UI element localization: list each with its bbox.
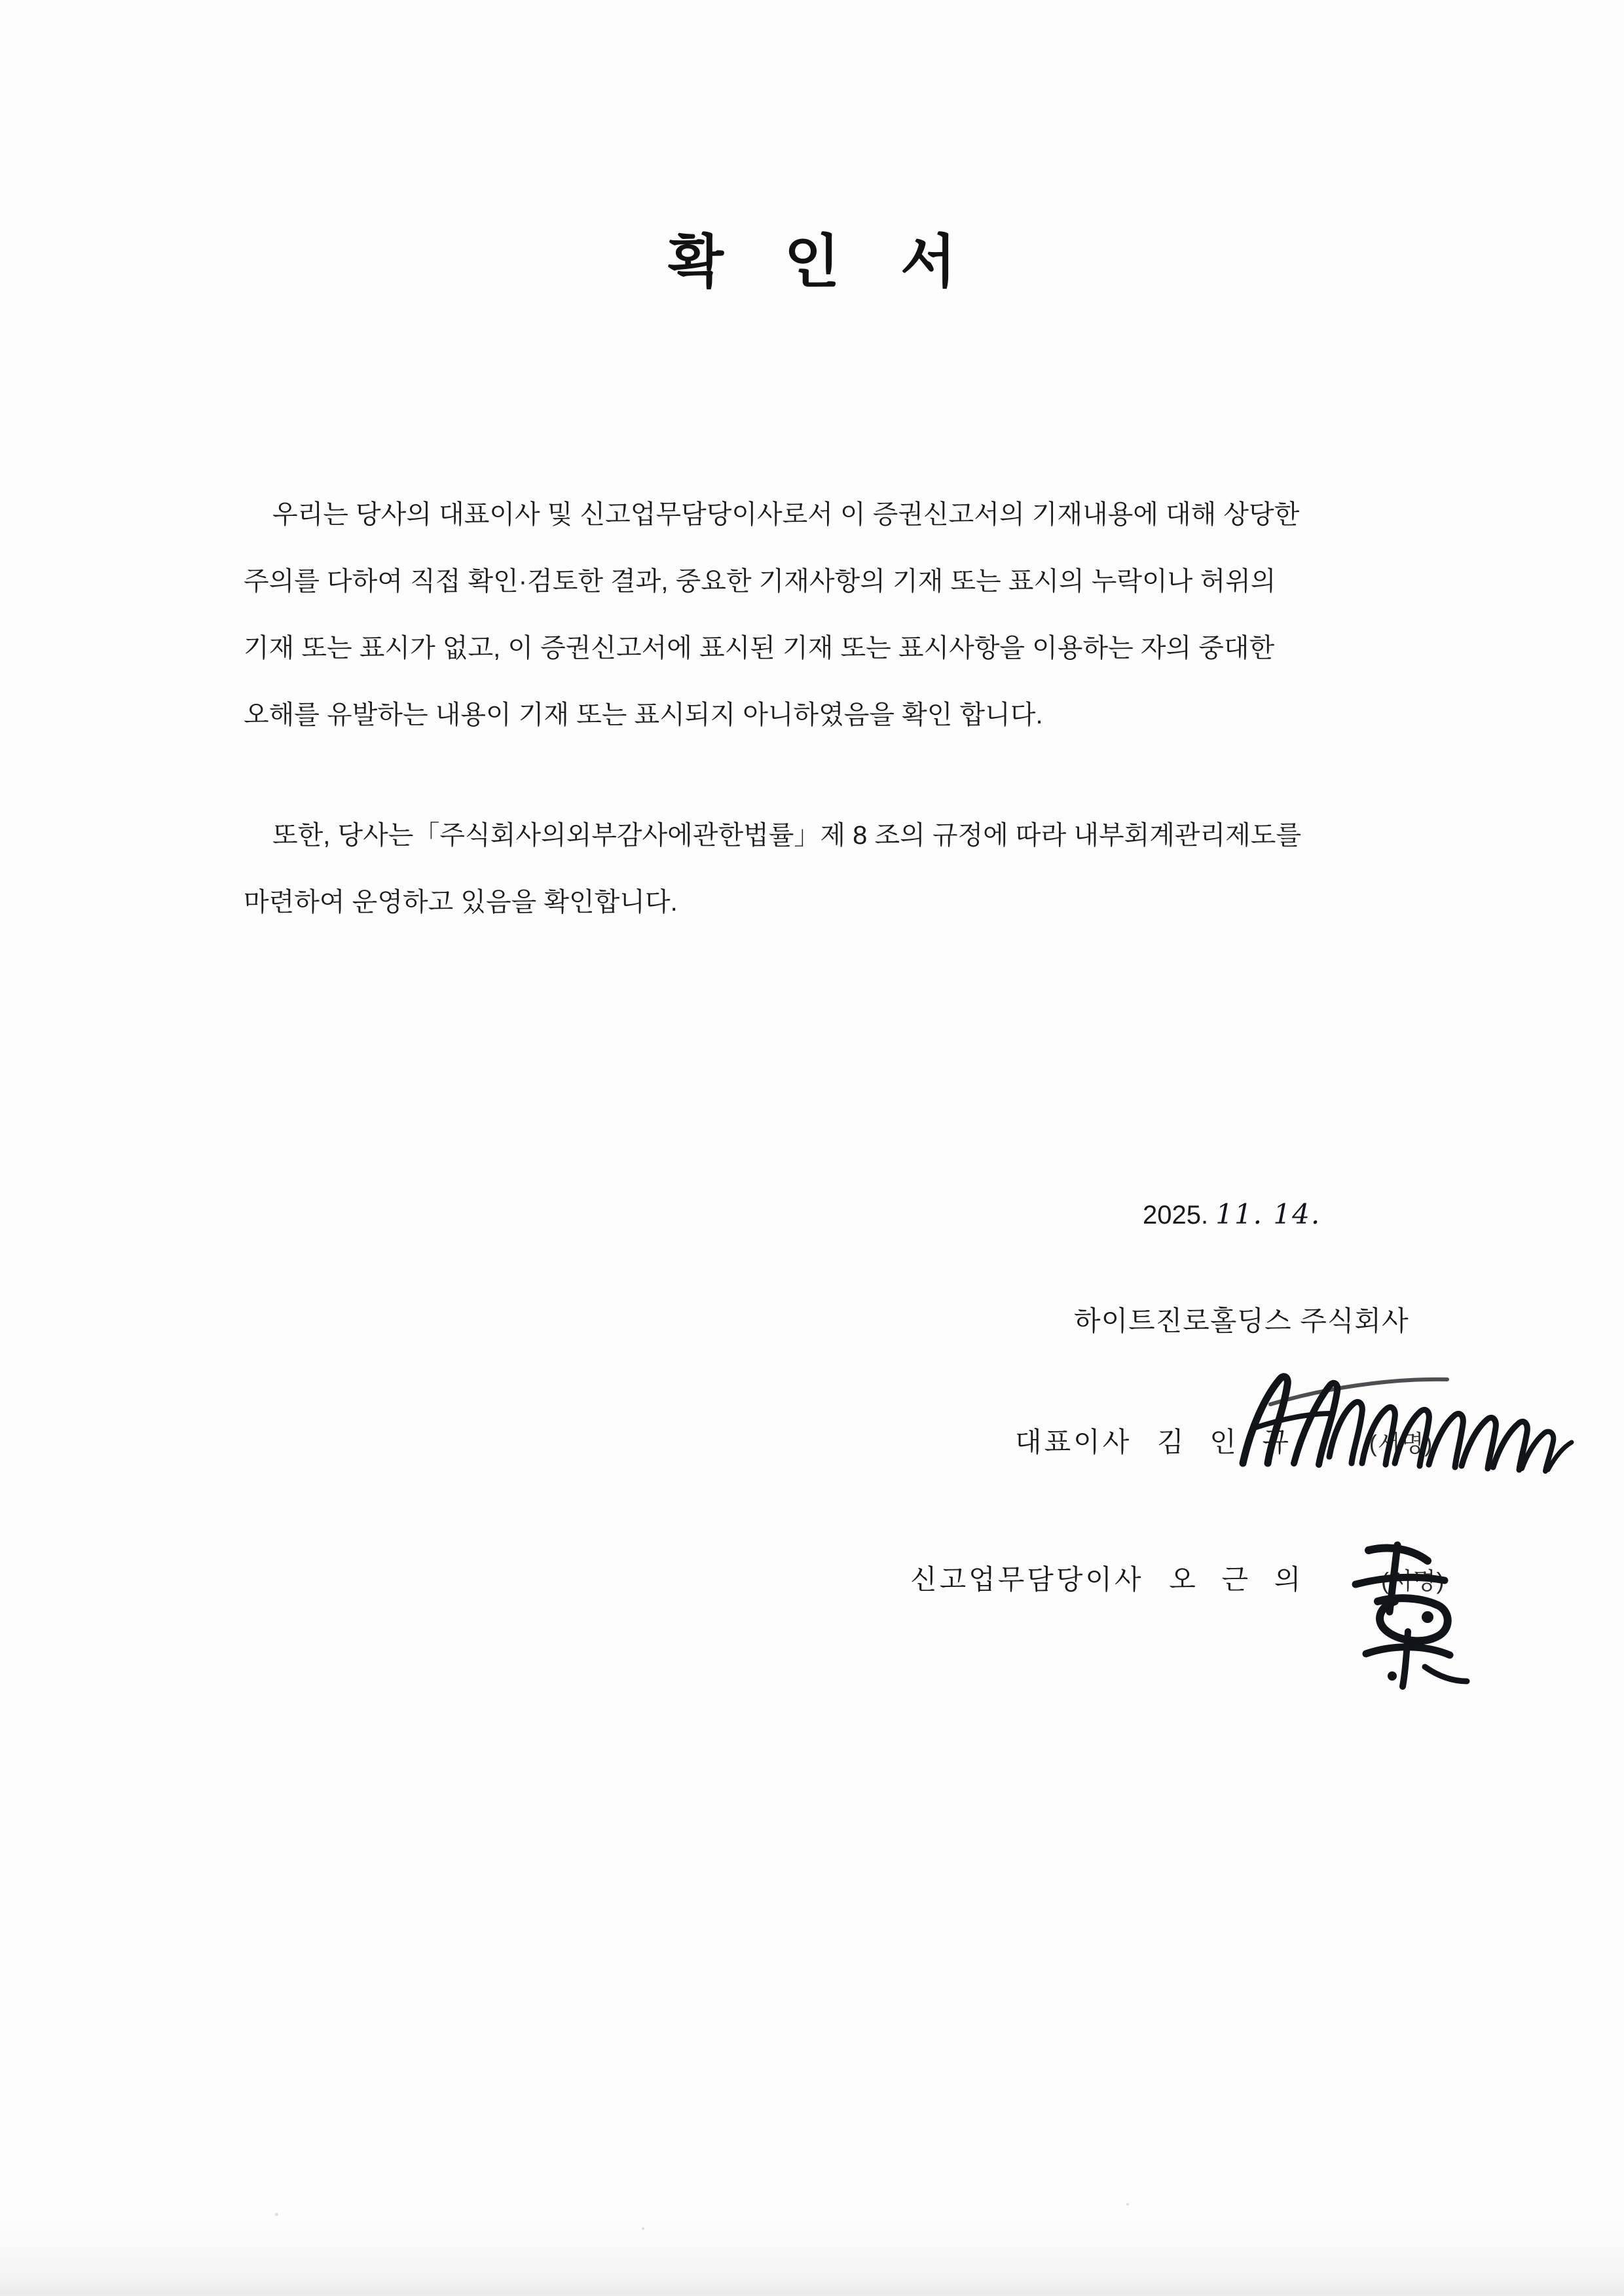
paragraph-line: 또한, 당사는「주식회사의외부감사에관한법률」제 8 조의 규정에 따라 내부회계관리제도를 xyxy=(272,821,1302,850)
officer-seal-note: (서명) xyxy=(1369,1430,1433,1457)
paragraph-line: 기재 또는 표시가 없고, 이 증권신고서에 표시된 기재 또는 표시사항을 이용하는 자의 중대한 xyxy=(244,634,1275,663)
scan-artifact xyxy=(275,2213,278,2216)
officer-title: 대표이사 xyxy=(1015,1427,1132,1457)
date-year-label: 2025. xyxy=(1143,1201,1209,1230)
paragraph-line: 오해를 유발하는 내용이 기재 또는 표시되지 아니하였음을 확인 합니다. xyxy=(244,701,1043,729)
page-title: 확 인 서 xyxy=(668,229,978,294)
officer-seal-note: (서명) xyxy=(1380,1567,1445,1594)
paragraph-confirmation-statement xyxy=(244,481,1435,748)
officer-name: 김 인 규 xyxy=(1156,1427,1299,1457)
paragraph-line: 마련하여 운영하고 있음을 확인합니다. xyxy=(244,888,678,917)
scan-artifact xyxy=(642,2227,644,2230)
officer-name: 오 근 의 xyxy=(1169,1564,1310,1595)
date-handwritten: 11. 14. xyxy=(1215,1198,1321,1230)
scan-artifact xyxy=(1126,2203,1129,2206)
company-name: 하이트진로홀딩스 주식회사 xyxy=(1074,1305,1409,1336)
paragraph-line: 주의를 다하여 직접 확인·검토한 결과, 중요한 기재사항의 기재 또는 표시의 누락이나 허위의 xyxy=(244,567,1276,596)
officer-title: 신고업무담당이사 xyxy=(910,1564,1144,1595)
paragraph-internal-accounting-statement xyxy=(244,802,1435,936)
scan-bottom-shadow xyxy=(0,2217,1624,2296)
paragraph-line: 우리는 당사의 대표이사 및 신고업무담당이사로서 이 증권신고서의 기재내용에 대해 상당한 xyxy=(272,500,1300,529)
officer-row-ceo xyxy=(1015,1421,1433,1460)
officer-row-reporting-director xyxy=(910,1558,1445,1597)
signature-date xyxy=(1143,1198,1321,1230)
